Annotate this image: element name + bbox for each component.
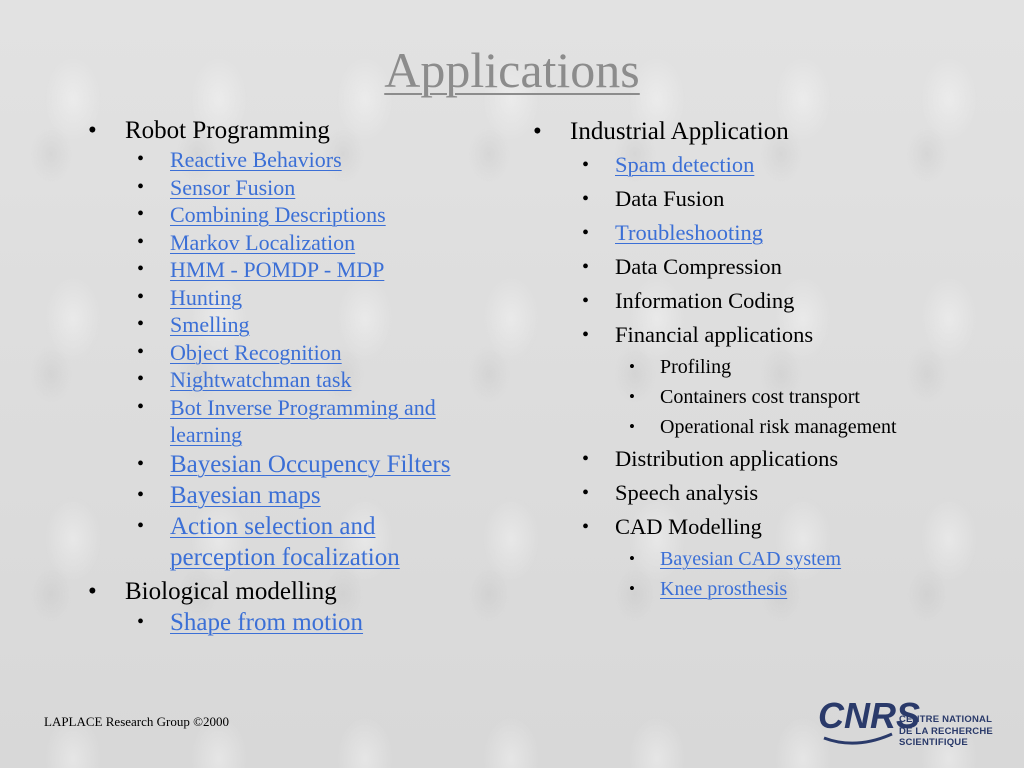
link-bayesian-cad-system[interactable]: Bayesian CAD system [660, 548, 842, 570]
right-column [533, 116, 1003, 604]
item-financial-applications: Financial applications [615, 322, 814, 347]
slide-title-text: Applications [384, 42, 640, 98]
link-knee-prosthesis[interactable]: Knee prosthesis [660, 578, 788, 600]
item-speech-analysis: Speech analysis [615, 480, 759, 505]
robot-programming-label: Robot Programming [125, 117, 330, 144]
link-troubleshooting[interactable]: Troubleshooting [615, 220, 763, 245]
item-distribution-applications: Distribution applications [615, 446, 839, 471]
item-cad-modelling: CAD Modelling [615, 514, 762, 539]
item-data-fusion: Data Fusion [615, 186, 725, 211]
item-operational-risk: Operational risk management [660, 416, 897, 438]
link-object-recognition[interactable]: Object Recognition [170, 339, 342, 365]
industrial-application-label: Industrial Application [570, 118, 789, 145]
link-bot-inverse-programming[interactable]: Bot Inverse Programming and learning [170, 394, 436, 447]
bullet-industrial-application [533, 116, 1003, 604]
item-data-compression: Data Compression [615, 254, 782, 279]
link-action-selection[interactable]: Action selection and perception focalization [170, 512, 400, 571]
link-reactive-behaviors[interactable]: Reactive Behaviors [170, 147, 342, 172]
bullet-robot-programming [88, 116, 518, 573]
link-bayesian-maps[interactable]: Bayesian maps [170, 481, 321, 509]
link-spam-detection[interactable]: Spam detection [615, 152, 755, 177]
item-containers-cost-transport: Containers cost transport [660, 386, 860, 408]
link-markov-localization[interactable]: Markov Localization [170, 229, 356, 255]
link-nightwatchman-task[interactable]: Nightwatchman task [170, 367, 352, 392]
link-shape-from-motion[interactable]: Shape from motion [170, 608, 364, 636]
cnrs-logo-mark [816, 694, 921, 752]
link-combining-descriptions[interactable]: Combining Descriptions [170, 202, 386, 227]
footer-copyright: LAPLACE Research Group ©2000 [44, 714, 229, 729]
link-sensor-fusion[interactable]: Sensor Fusion [170, 174, 296, 200]
bullet-biological-modelling [88, 577, 518, 638]
link-smelling[interactable]: Smelling [170, 312, 250, 337]
svg-text:CNRS: CNRS [818, 695, 921, 736]
link-hunting[interactable]: Hunting [170, 284, 243, 310]
cnrs-logo-text: CENTRE NATIONAL DE LA RECHERCHE SCIENTIFIQUE [899, 714, 993, 748]
link-bayesian-occupency-filters[interactable]: Bayesian Occupency Filters [170, 450, 451, 478]
slide-title [0, 40, 1024, 100]
left-column [88, 116, 518, 638]
item-profiling: Profiling [660, 356, 732, 378]
cnrs-logo [816, 692, 996, 752]
link-hmm-pomdp-mdp[interactable]: HMM - POMDP - MDP [170, 257, 385, 282]
biological-modelling-label: Biological modelling [125, 577, 337, 605]
item-information-coding: Information Coding [615, 288, 795, 313]
